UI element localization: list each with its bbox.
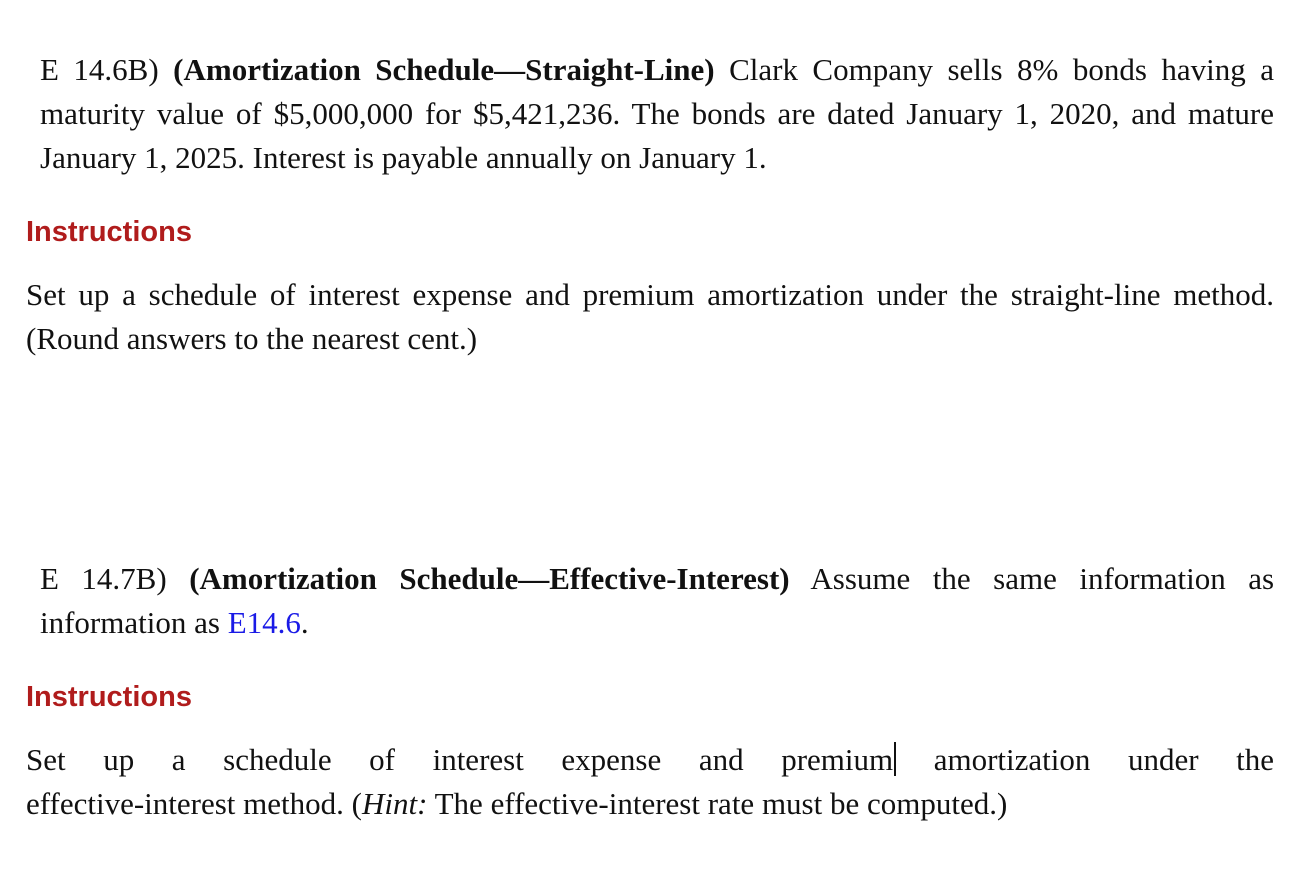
exercise-text-suffix: .: [300, 605, 309, 640]
exercise-number: E 14.6B): [40, 52, 159, 87]
instructions-text: Set up a schedule of interest expense and premium amortization under the straight-line method. (Round answers to the nearest cent.): [26, 277, 1274, 356]
instructions-text-line2: [26, 782, 1274, 826]
instructions-heading: Instructions: [26, 681, 192, 713]
instructions-text-part2-end: effective-interest method. (: [26, 786, 362, 821]
instructions-text-part2-start: amortization under the: [933, 742, 1274, 777]
instructions-text-line1: [26, 738, 1274, 782]
text-cursor: [894, 742, 896, 776]
e14-6-link[interactable]: E14.6: [227, 605, 301, 640]
exercise-14-7b-statement: [40, 557, 1274, 601]
instructions-text-part3: The effective-interest rate must be computed.): [434, 786, 1008, 821]
exercise-number: E 14.7B): [40, 561, 167, 596]
instructions-heading: Instructions: [26, 216, 192, 248]
exercise-14-7b-statement-cont: [40, 601, 1274, 645]
exercise-text: Clark Company sells 8% bonds having a maturity value of $5,000,000 for $5,421,236. The bonds are dated January 1, 2020, and mature January 1, 2025. Interest is payable annually on January 1.: [40, 52, 1274, 175]
hint-label: Hint:: [361, 786, 428, 821]
exercise-14-6b-statement: [40, 48, 1274, 180]
exercise-text-link-prefix: information as: [40, 605, 228, 640]
exercise-text: Assume the same information as: [810, 561, 1275, 596]
exercise-title: (Amortization Schedule—Effective-Interest): [189, 561, 790, 596]
instructions-text-part1: Set up a schedule of interest expense and premium: [26, 742, 894, 777]
exercise-title: (Amortization Schedule—Straight-Line): [173, 52, 715, 87]
